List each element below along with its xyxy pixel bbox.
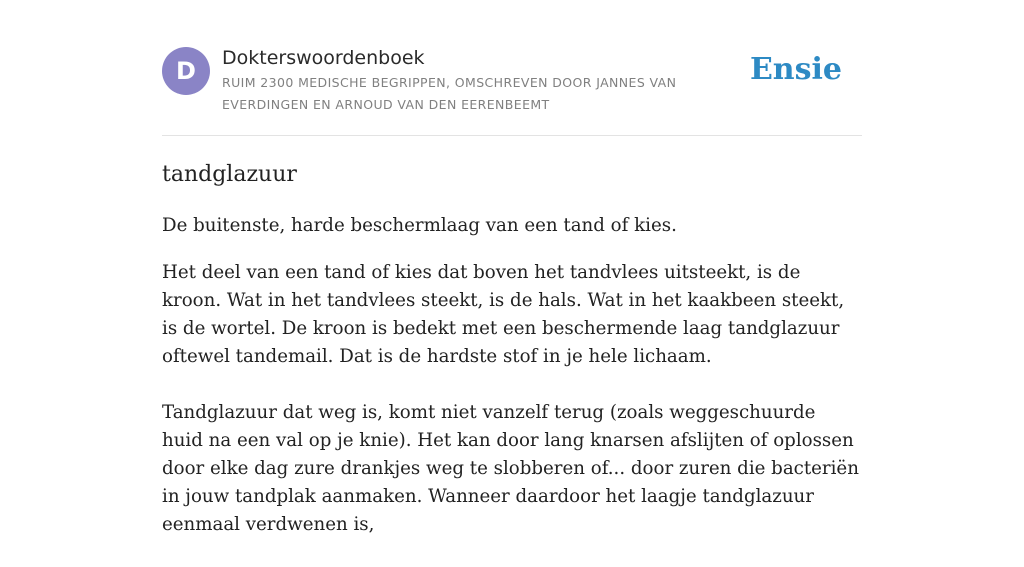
body-paragraph: Het deel van een tand of kies dat boven het tandvlees uitsteekt, is de kroon. Wat in het tandvlees steekt, is de hals. Wat in het kaakbeen steekt, is de wortel. De kroon is bedekt met een beschermende laag tandglazuur oftewel tandemail. Dat is de hardste stof in je hele lichaam. [162, 262, 845, 367]
dictionary-avatar[interactable]: D [162, 47, 210, 95]
dictionary-subtitle: RUIM 2300 MEDISCHE BEGRIPPEN, OMSCHREVEN DOOR JANNES VAN EVERDINGEN EN ARNOUD VAN DEN EERENBEEMT [222, 75, 677, 112]
dictionary-header [162, 0, 862, 136]
body-paragraph: Tandglazuur dat weg is, komt niet vanzelf terug (zoals weggeschuurde huid na een val op je knie). Het kan door lang knarsen afslijten of oplossen door elke dag zure drankjes weg te slobberen of... door zuren die bacteriën in jouw tandplak aanmaken. Wanneer daardoor het laagje tandglazuur eenmaal verdwenen is, [162, 402, 859, 535]
dictionary-title[interactable]: Dokterswoordenboek [222, 47, 425, 69]
entry-headword: tandglazuur [162, 162, 297, 187]
entry-body [162, 259, 862, 567]
content-container [162, 0, 862, 535]
ensie-logo-link[interactable]: Ensie [749, 52, 842, 87]
entry-definition: De buitenste, harde beschermlaag van een tand of kies. [162, 215, 677, 236]
